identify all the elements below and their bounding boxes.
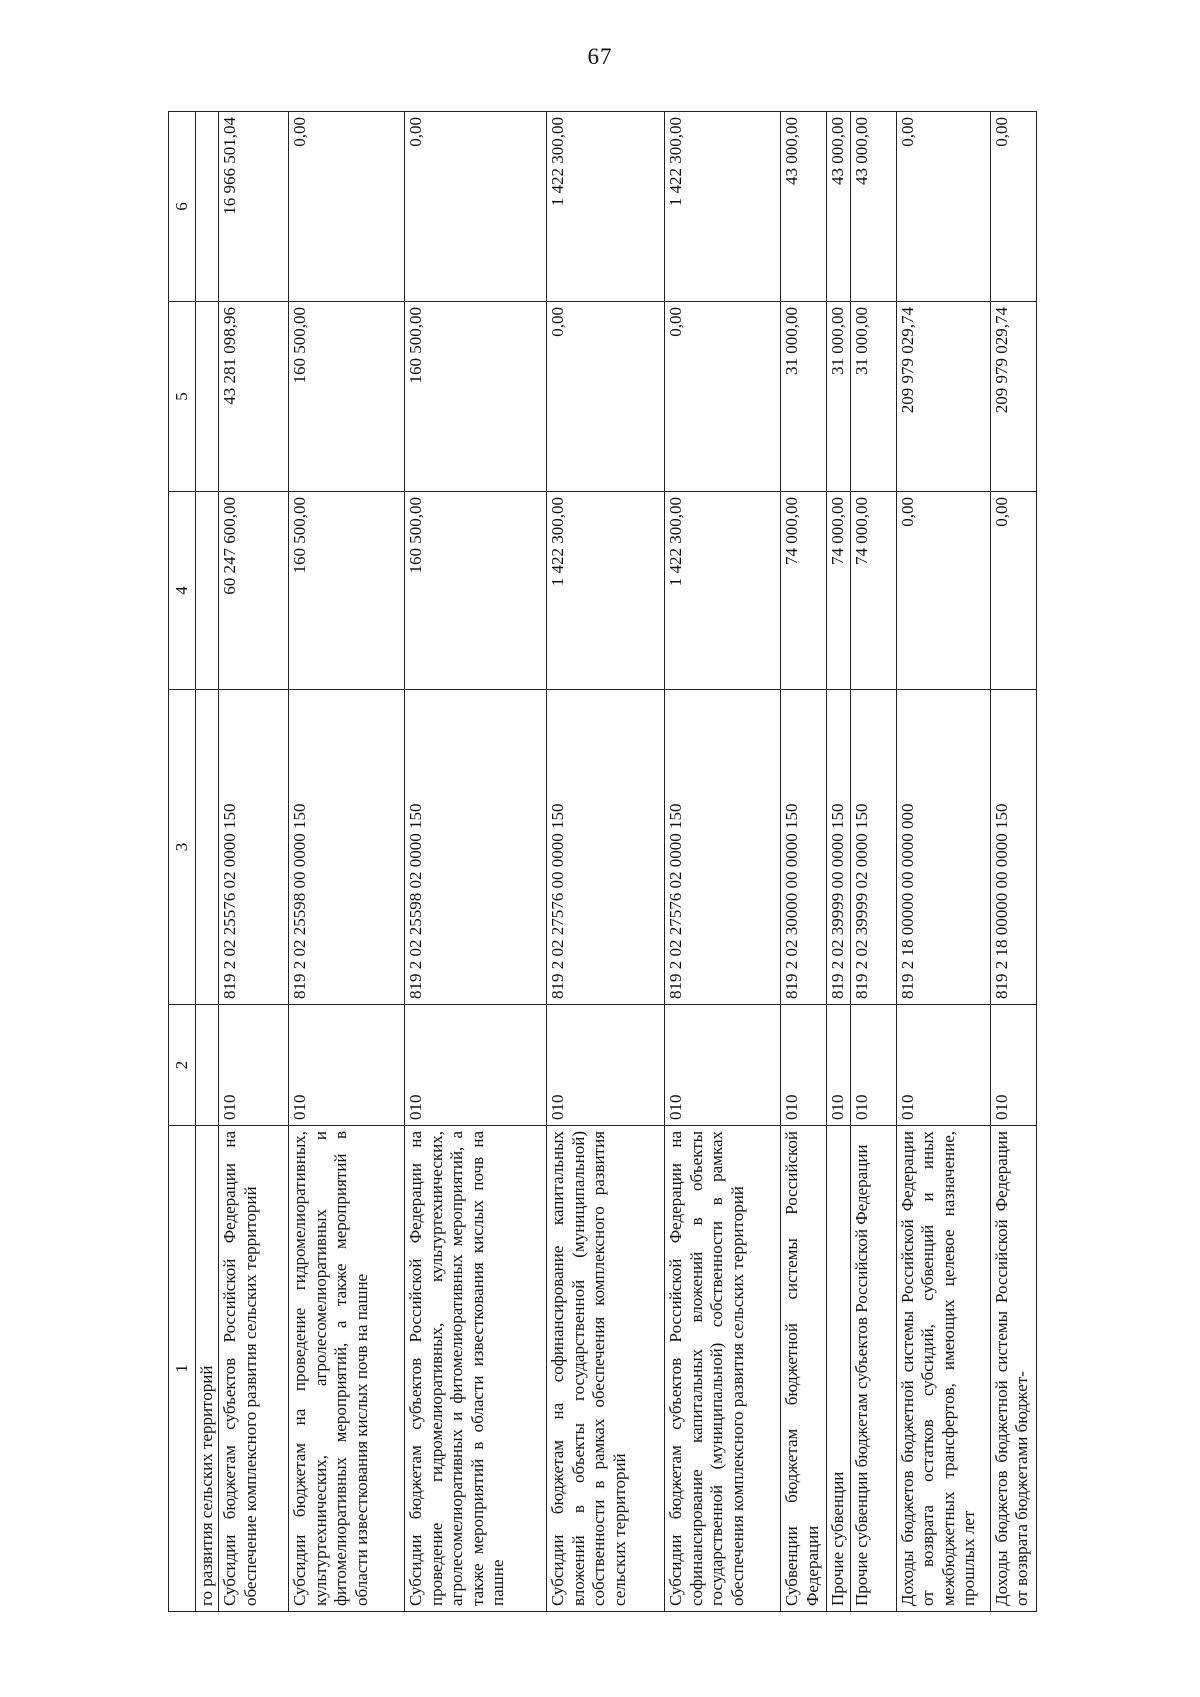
row-name: Прочие субвенции xyxy=(827,1126,850,1612)
row-line-code: 010 xyxy=(547,1005,665,1126)
column-header: 6 xyxy=(169,112,196,302)
row-value-4 xyxy=(196,492,219,690)
row-name: Субсидии бюджетам на софинансирование капитальных вложений в объекты государственной (муниципальной) собственности в рамках обеспечения комплексного развития сельских территорий xyxy=(547,1126,665,1612)
column-header: 5 xyxy=(169,302,196,492)
row-budget-code: 819 2 02 39999 00 0000 150 xyxy=(827,690,850,1005)
table-row xyxy=(405,112,547,1612)
row-value-5: 160 500,00 xyxy=(289,302,405,492)
row-value-5: 31 000,00 xyxy=(850,302,896,492)
row-name: Субсидии бюджетам субъектов Российской Федерации на проведение гидромелиоративных, культуртехнических, агролесомелиоративных и фитомелиоративных мероприятий, а также мероприятий в области известкования кислых почв на пашне xyxy=(405,1126,547,1612)
row-name: Субсидии бюджетам субъектов Российской Федерации на обеспечение комплексного развития сельских территорий xyxy=(219,1126,289,1612)
row-name: Субвенции бюджетам бюджетной системы Российской Федерации xyxy=(781,1126,827,1612)
column-header: 1 xyxy=(169,1126,196,1612)
row-value-4: 60 247 600,00 xyxy=(219,492,289,690)
row-value-4: 1 422 300,00 xyxy=(547,492,665,690)
row-value-5: 31 000,00 xyxy=(781,302,827,492)
row-line-code: 010 xyxy=(896,1005,990,1126)
row-budget-code: 819 2 02 39999 02 0000 150 xyxy=(850,690,896,1005)
row-name: Прочие субвенции бюджетам субъектов Российской Федерации xyxy=(850,1126,896,1612)
row-budget-code xyxy=(196,690,219,1005)
table-row xyxy=(289,112,405,1612)
column-header: 2 xyxy=(169,1005,196,1126)
table-row xyxy=(196,112,219,1612)
row-value-4: 0,00 xyxy=(990,492,1036,690)
row-line-code: 010 xyxy=(850,1005,896,1126)
row-value-5: 0,00 xyxy=(665,302,781,492)
row-line-code: 010 xyxy=(289,1005,405,1126)
row-value-4: 160 500,00 xyxy=(289,492,405,690)
row-budget-code: 819 2 02 30000 00 0000 150 xyxy=(781,690,827,1005)
column-header: 4 xyxy=(169,492,196,690)
row-value-5: 209 979 029,74 xyxy=(896,302,990,492)
row-value-4: 74 000,00 xyxy=(827,492,850,690)
row-name: Субсидии бюджетам субъектов Российской Федерации на софинансирование капитальных вложений в объекты государственной (муниципальной) собственности в рамках обеспечения комплексного развития сельских территорий xyxy=(665,1126,781,1612)
row-budget-code: 819 2 02 25598 00 0000 150 xyxy=(289,690,405,1005)
row-budget-code: 819 2 02 27576 02 0000 150 xyxy=(665,690,781,1005)
row-name: Доходы бюджетов бюджетной системы Российской Федерации от возврата остатков субсидий, субвенций и иных межбюджетных трансфертов, имеющих целевое назначение, прошлых лет xyxy=(896,1126,990,1612)
row-value-6: 16 966 501,04 xyxy=(219,112,289,302)
row-budget-code: 819 2 18 00000 00 0000 000 xyxy=(896,690,990,1005)
rotated-table-wrapper xyxy=(168,112,1130,1612)
row-line-code: 010 xyxy=(827,1005,850,1126)
table-row xyxy=(850,112,896,1612)
row-value-6: 1 422 300,00 xyxy=(665,112,781,302)
row-value-4: 0,00 xyxy=(896,492,990,690)
row-budget-code: 819 2 02 25598 02 0000 150 xyxy=(405,690,547,1005)
row-name: Доходы бюджетов бюджетной системы Российской Федерации от возврата бюджетами бюджет- xyxy=(990,1126,1036,1612)
row-value-6: 43 000,00 xyxy=(781,112,827,302)
row-value-5: 43 281 098,96 xyxy=(219,302,289,492)
table-header-row xyxy=(169,112,196,1612)
row-value-5 xyxy=(196,302,219,492)
row-value-5: 0,00 xyxy=(547,302,665,492)
page-number: 67 xyxy=(587,44,613,69)
row-line-code xyxy=(196,1005,219,1126)
row-budget-code: 819 2 02 27576 00 0000 150 xyxy=(547,690,665,1005)
table-row xyxy=(781,112,827,1612)
table-row xyxy=(827,112,850,1612)
row-line-code: 010 xyxy=(781,1005,827,1126)
budget-table xyxy=(168,111,1037,1612)
row-line-code: 010 xyxy=(219,1005,289,1126)
row-value-6: 1 422 300,00 xyxy=(547,112,665,302)
row-value-6: 0,00 xyxy=(990,112,1036,302)
table-row xyxy=(990,112,1036,1612)
row-value-5: 209 979 029,74 xyxy=(990,302,1036,492)
table-row xyxy=(665,112,781,1612)
row-value-5: 31 000,00 xyxy=(827,302,850,492)
row-value-6: 43 000,00 xyxy=(827,112,850,302)
row-name: го развития сельских территорий xyxy=(196,1126,219,1612)
table-row xyxy=(896,112,990,1612)
row-value-6: 0,00 xyxy=(405,112,547,302)
row-name: Субсидии бюджетам на проведение гидромелиоративных, культуртехнических, агролесомелиоративных и фитомелиоративных мероприятий, а также мероприятий в области известкования кислых почв на пашне xyxy=(289,1126,405,1612)
row-value-4: 1 422 300,00 xyxy=(665,492,781,690)
row-value-6 xyxy=(196,112,219,302)
row-value-4: 74 000,00 xyxy=(781,492,827,690)
row-budget-code: 819 2 18 00000 00 0000 150 xyxy=(990,690,1036,1005)
row-budget-code: 819 2 02 25576 02 0000 150 xyxy=(219,690,289,1005)
row-value-6: 0,00 xyxy=(896,112,990,302)
row-value-4: 74 000,00 xyxy=(850,492,896,690)
table-row xyxy=(219,112,289,1612)
column-header: 3 xyxy=(169,690,196,1005)
table-row xyxy=(547,112,665,1612)
row-value-6: 43 000,00 xyxy=(850,112,896,302)
row-value-5: 160 500,00 xyxy=(405,302,547,492)
row-value-4: 160 500,00 xyxy=(405,492,547,690)
row-line-code: 010 xyxy=(665,1005,781,1126)
row-line-code: 010 xyxy=(405,1005,547,1126)
row-line-code: 010 xyxy=(990,1005,1036,1126)
row-value-6: 0,00 xyxy=(289,112,405,302)
